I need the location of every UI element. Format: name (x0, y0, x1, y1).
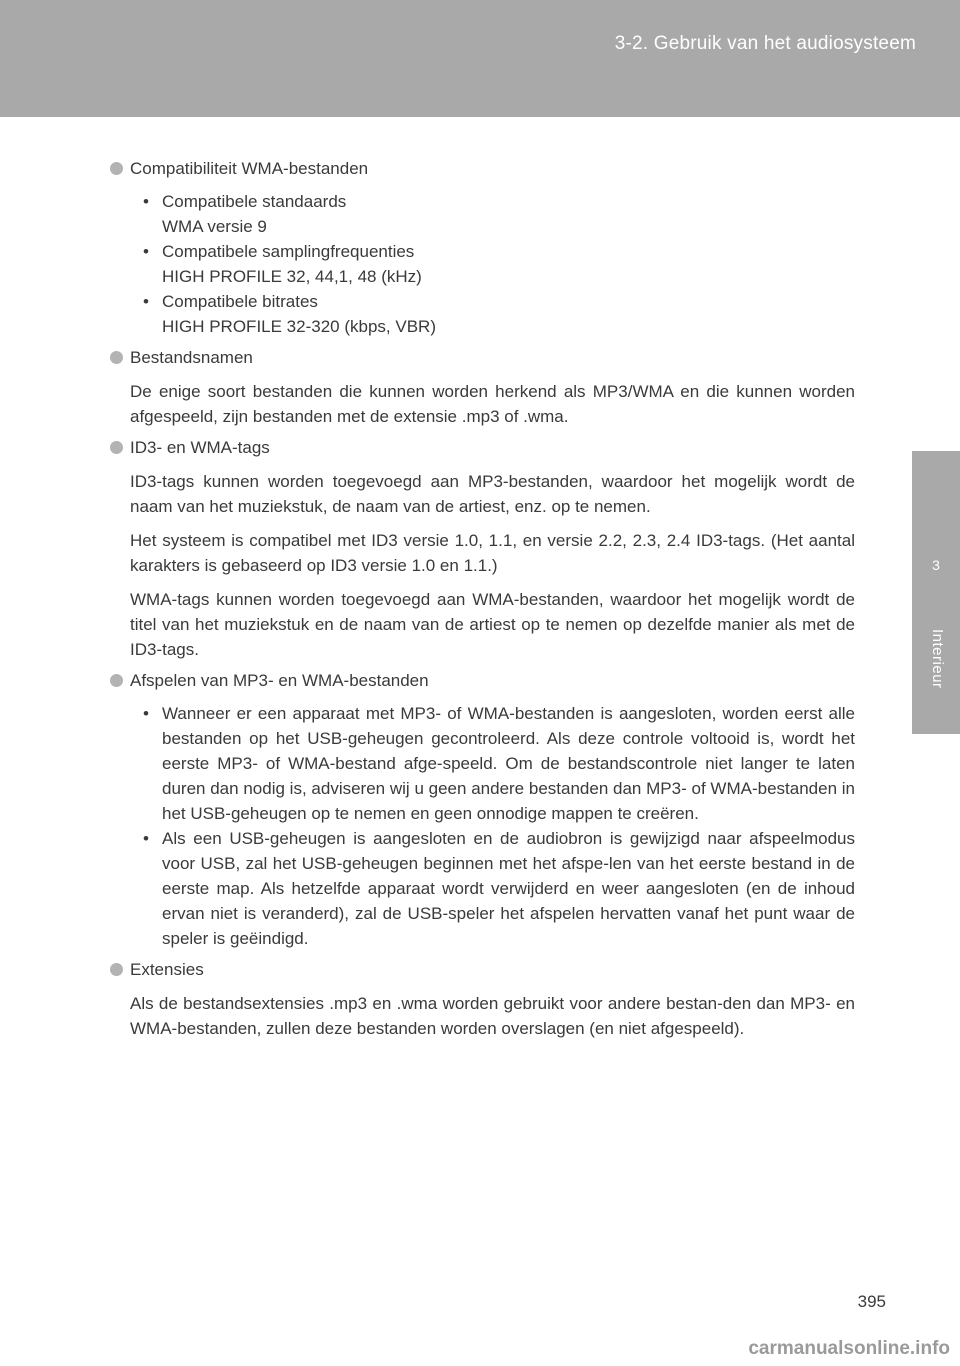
chapter-label: Interieur (929, 629, 946, 689)
bullet-dot-icon (110, 351, 123, 364)
list-marker: • (143, 829, 149, 848)
list-item (130, 289, 855, 339)
bullet-dot-icon (110, 963, 123, 976)
sub-list (130, 701, 855, 951)
section-playback (110, 668, 855, 951)
watermark-text: carmanualsonline.info (748, 1338, 950, 1359)
section-wma-compatibility (110, 156, 855, 339)
list-item (130, 189, 855, 239)
section-header-title: 3-2. Gebruik van het audiosysteem (614, 33, 916, 54)
section-id3-wma-tags (110, 435, 855, 662)
paragraph: Het systeem is compatibel met ID3 versie 1.0, 1.1, en versie 2.2, 2.3, 2.4 ID3-tags. (Het aantal karakters is gebaseerd op ID3 versie 1.0 en 1.1.) (130, 531, 855, 575)
paragraph: Als de bestandsextensies .mp3 en .wma worden gebruikt voor andere bestan-den dan MP3- en WMA-bestanden, zullen deze bestanden worden overslagen (en niet afgespeeld). (130, 994, 855, 1038)
bullet-dot-icon (110, 674, 123, 687)
item-value: WMA versie 9 (162, 217, 267, 236)
list-marker: • (143, 704, 149, 723)
paragraph: De enige soort bestanden die kunnen worden herkend als MP3/WMA en die kunnen worden afgespeeld, zijn bestanden met de extensie .mp3 of .wma. (130, 382, 855, 426)
item-label: Compatibele bitrates (162, 292, 318, 311)
section-file-names (110, 345, 855, 429)
list-marker: • (143, 192, 149, 211)
item-value: HIGH PROFILE 32, 44,1, 48 (kHz) (162, 267, 422, 286)
page-number: 395 (857, 1292, 886, 1311)
list-item (130, 701, 855, 826)
list-marker: • (143, 292, 149, 311)
chapter-number: 3 (932, 557, 940, 573)
item-label: Compatibele samplingfrequenties (162, 242, 415, 261)
section-title: Compatibiliteit WMA-bestanden (130, 159, 369, 178)
page-content (110, 156, 855, 1041)
paragraph: ID3-tags kunnen worden toegevoegd aan MP3-bestanden, waardoor het mogelijk wordt de naam van het muziekstuk, de naam van de artiest, enz. op te nemen. (130, 472, 855, 516)
section-title: Afspelen van MP3- en WMA-bestanden (130, 671, 429, 690)
list-item (130, 239, 855, 289)
item-text: Wanneer er een apparaat met MP3- of WMA-bestanden is aangesloten, worden eerst alle bestanden op het USB-geheugen gecontroleerd. Als deze controle voltooid is, wordt het eerste MP3- of WMA-bestand afge-speeld. Om de bestandscontrole niet langer te laten duren dan nodig is, adviseren wij u geen andere bestanden dan MP3- of WMA-bestanden in het USB-geheugen op te nemen en geen onnodige mappen te creëren. (162, 704, 855, 823)
section-title: Extensies (130, 960, 204, 979)
section-title: Bestandsnamen (130, 348, 253, 367)
paragraph: WMA-tags kunnen worden toegevoegd aan WMA-bestanden, waardoor het mogelijk wordt de titel van het muziekstuk en de naam van de artiest op te nemen op dezelfde manier als met de ID3-tags. (130, 590, 855, 659)
item-text: Als een USB-geheugen is aangesloten en de audiobron is gewijzigd naar afspeelmodus voor USB, zal het USB-geheugen beginnen met het afspe-len van het eerste bestand in de eerste map. Als hetzelfde apparaat wordt verwijderd en weer aangesloten (en de inhoud ervan niet is veranderd), zal de USB-speler het afspelen hervatten vanaf het punt waar de speler is geëindigd. (162, 829, 855, 948)
section-title: ID3- en WMA-tags (130, 438, 270, 457)
section-extensions (110, 957, 855, 1041)
bullet-dot-icon (110, 162, 123, 175)
list-item (130, 826, 855, 951)
item-value: HIGH PROFILE 32-320 (kbps, VBR) (162, 317, 436, 336)
item-label: Compatibele standaards (162, 192, 347, 211)
bullet-dot-icon (110, 441, 123, 454)
list-marker: • (143, 242, 149, 261)
sub-list (130, 189, 855, 339)
chapter-side-tab (912, 451, 960, 734)
header-band (0, 0, 960, 117)
